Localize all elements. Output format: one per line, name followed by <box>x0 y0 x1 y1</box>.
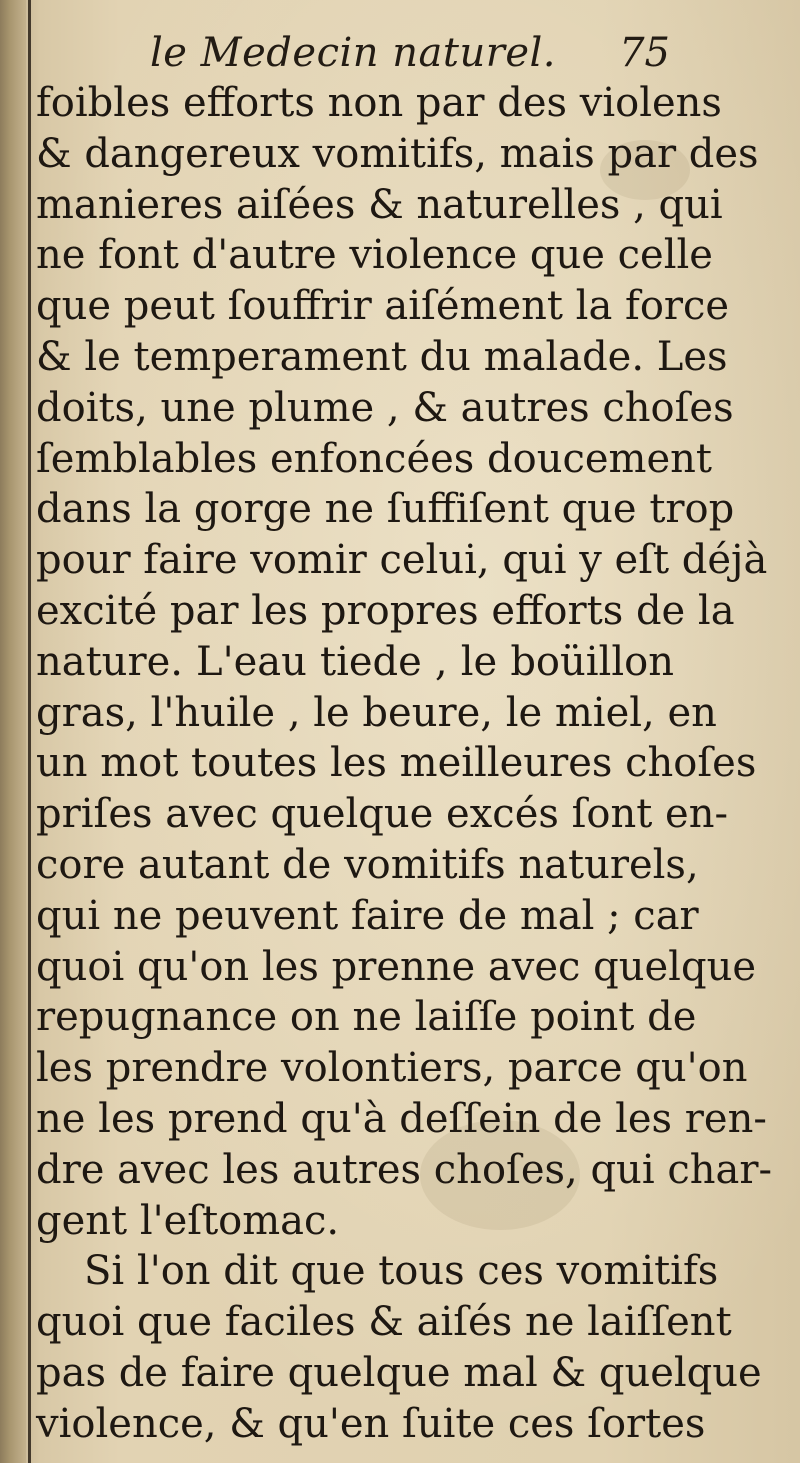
text-line: doits, une plume , & autres choſes <box>36 384 734 431</box>
page-number: 75 <box>619 30 670 76</box>
binding-gutter <box>0 0 26 1463</box>
text-line: foibles efforts non par des violens <box>36 80 722 126</box>
text-line: manieres aiſées & naturelles , qui <box>36 181 723 228</box>
text-line: gent l'eſtomac. <box>36 1197 340 1244</box>
text-line: nature. L'eau tiede , le boüillon <box>36 638 674 685</box>
text-line: les prendre volontiers, parce qu'on <box>36 1045 748 1092</box>
text-line: ne les prend qu'à deſſein de les ren- <box>36 1095 767 1142</box>
text-line: repugnance on ne laiſſe point de <box>36 994 697 1041</box>
text-line: qui ne peuvent faire de mal ; car <box>36 892 699 939</box>
text-line: que peut ſouffrir aiſément la force <box>36 283 730 330</box>
text-line: dans la gorge ne ſuffiſent que trop <box>36 486 735 533</box>
running-title: le Medecin naturel. <box>150 30 557 76</box>
text-line: & le temperament du malade. Les <box>36 333 728 380</box>
text-line: ne font d'autre violence que celle <box>36 232 713 279</box>
text-line: priſes avec quelque excés ſont en- <box>36 791 728 838</box>
text-line: & dangereux vomitifs, mais par des <box>36 130 759 177</box>
text-line: quoi qu'on les prenne avec quelque <box>36 943 756 990</box>
text-line: quoi que faciles & aiſés ne laiſſent <box>36 1299 732 1346</box>
text-line: un mot toutes les meilleures choſes <box>36 740 757 787</box>
text-line: core autant de vomitifs naturels, <box>36 841 699 888</box>
text-line: ſemblables enfoncées doucement <box>36 435 712 482</box>
text-line: Si l'on dit que tous ces vomitifs <box>84 1248 719 1295</box>
text-line: dre avec les autres choſes, qui char- <box>36 1146 772 1193</box>
text-line: violence, & qu'en ſuite ces ſortes <box>36 1400 706 1447</box>
body-text <box>36 78 772 1450</box>
margin-rule <box>28 0 31 1463</box>
text-line: pas de faire quelque mal & quelque <box>36 1349 762 1396</box>
text-line: gras, l'huile , le beure, le miel, en <box>36 689 717 736</box>
text-line: excité par les propres efforts de la <box>36 587 735 634</box>
page-header <box>150 30 670 82</box>
text-line: pour faire vomir celui, qui y eſt déjà <box>36 537 768 584</box>
